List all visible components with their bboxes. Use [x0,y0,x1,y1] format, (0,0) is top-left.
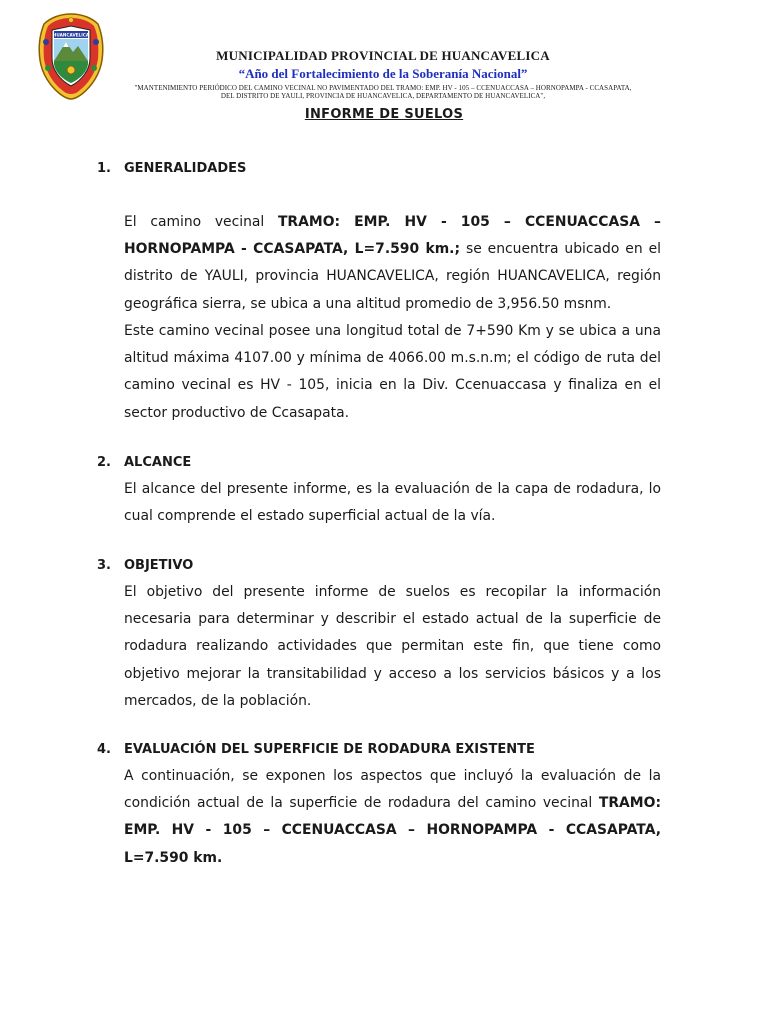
year-slogan: “Año del Fortalecimiento de la Soberanía Nacional” [238,66,528,81]
section-number: 2. [97,455,111,470]
text-run: se encuentra ubicado en el distrito de YAULI, provincia HUANCAVELICA, región HUANCAVELICA, región geográfica sierra, se ubica a una altitud promedio de 3,956.50 msnm. [124,241,661,312]
section-title: ALCANCE [124,455,192,470]
section-heading-objetivo [97,558,193,574]
document-header [110,48,656,100]
alcance-paragraph: El alcance del presente informe, es la evaluación de la capa de rodadura, lo cual comprende el estado superficial actual de la vía. [124,481,661,525]
report-title: INFORME DE SUELOS [304,107,464,122]
road-section-name: TRAMO: EMP. HV - 105 – CCENUACCASA – HORNOPAMPA - CCASAPATA, L=7.590 km.; [124,214,661,258]
municipal-coat-of-arms [36,12,106,100]
generalidades-paragraph-2: Este camino vecinal posee una longitud total de 7+590 Km y se ubica a una altitud máxima 4107.00 y mínima de 4066.00 m.s.n.m; el código de ruta del camino vecinal es HV - 105, inicia en la Div. Ccenuaccasa y finaliza en el sector productivo de Ccasapata. [124,323,661,421]
section-number: 4. [97,742,111,757]
section-number: 3. [97,558,111,573]
section-title: OBJETIVO [124,558,194,573]
section-title: GENERALIDADES [124,161,247,176]
generalidades-paragraph-1 [124,209,661,318]
section-heading-evaluacion [97,742,535,758]
section-number: 1. [97,161,111,176]
section-heading-generalidades [97,161,246,177]
objetivo-paragraph: El objetivo del presente informe de suelos es recopilar la información necesaria para determinar y describir el estado actual de la superficie de rodadura realizando actividades que permitan este fin, que tiene como objetivo mejorar la transitabilidad y acceso a los servicios básicos y a los mercados, de la población. [124,584,661,709]
section-heading-alcance [97,455,191,471]
organization-name: MUNICIPALIDAD PROVINCIAL DE HUANCAVELICA [216,48,550,63]
svg-text:HUANCAVELICA: HUANCAVELICA [52,32,90,38]
road-section-name: TRAMO: EMP. HV - 105 – CCENUACCASA – HORNOPAMPA - CCASAPATA, L=7.590 km. [124,795,661,866]
evaluacion-paragraph [124,763,661,872]
project-name-line-1: "MANTENIMIENTO PERIÓDICO DEL CAMINO VECINAL NO PAVIMENTADO DEL TRAMO: EMP. HV - 105 – CCENUACCASA – HORNOPAMPA - CCASAPATA, [134,84,632,92]
text-run: A continuación, se exponen los aspectos que incluyó la evaluación de la condición actual de la superficie de rodadura del camino vecinal [124,768,661,812]
project-name-line-2: DEL DISTRITO DE YAULI, PROVINCIA DE HUANCAVELICA, DEPARTAMENTO DE HUANCAVELICA", [220,92,546,100]
text-run: El camino vecinal [124,214,278,230]
section-title: EVALUACIÓN DEL SUPERFICIE DE RODADURA EXISTENTE [124,742,535,757]
